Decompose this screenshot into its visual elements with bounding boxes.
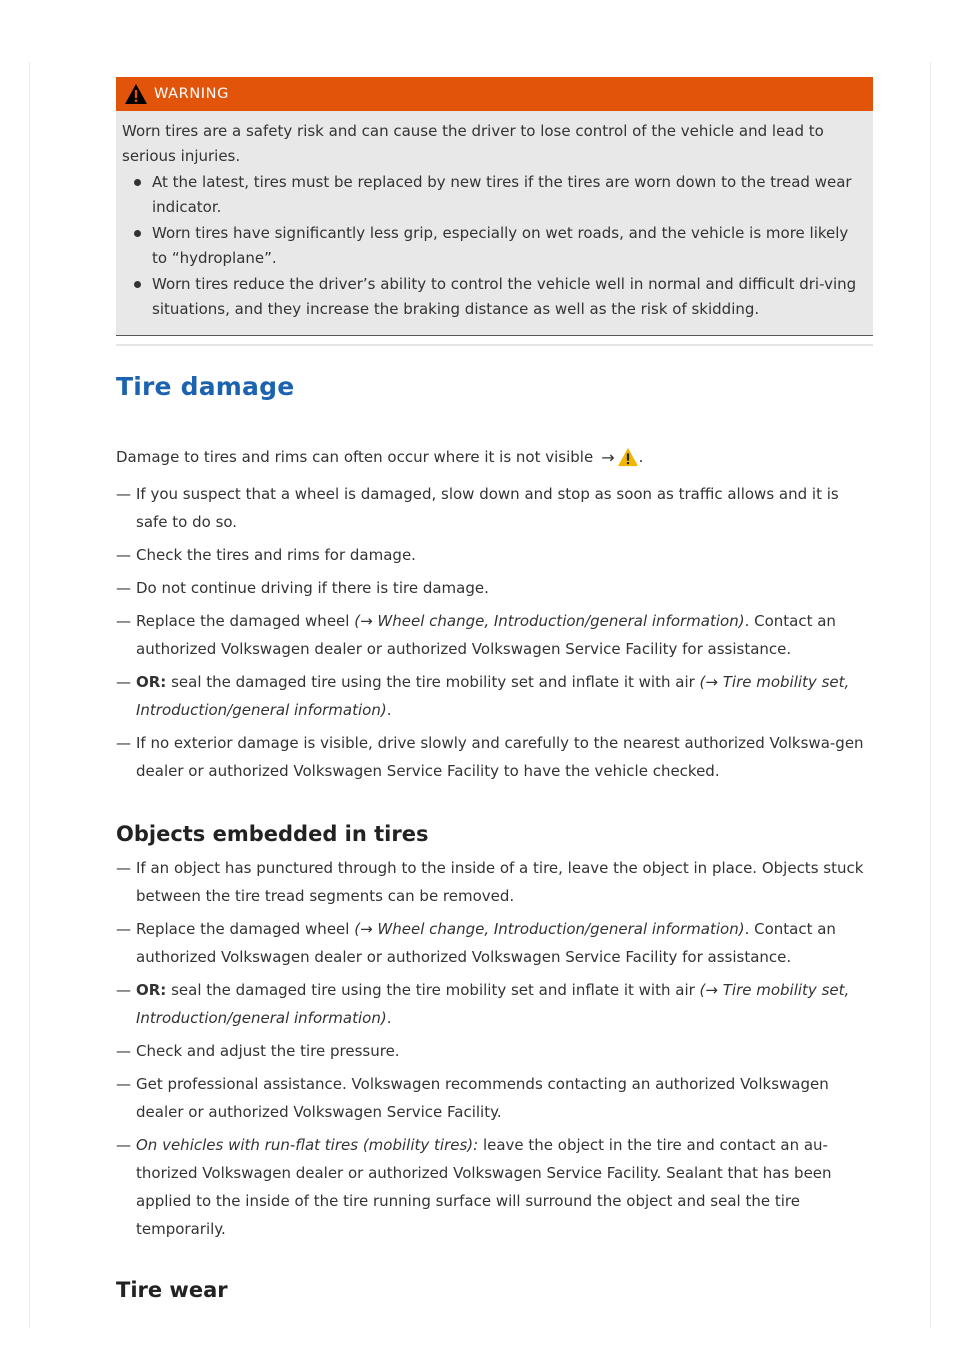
step-text: seal the damaged tire using the tire mobility set and inflate it with air xyxy=(166,673,700,691)
objects-steps xyxy=(116,854,873,1248)
tire-damage-steps xyxy=(116,480,873,790)
intro-text: Damage to tires and rims can often occur where it is not visible xyxy=(116,448,594,466)
section-title-tire-wear: Tire wear xyxy=(116,1278,228,1302)
step-text: leave the object in the tire and contact an au-thorized Volkswagen dealer or authorized Volkswagen Service Facility. Sealant that has been applied to the inside of the tire running surface will surround the object and seal the tire temporarily. xyxy=(136,1136,832,1238)
step-text: . xyxy=(386,1009,392,1027)
cross-reference-link[interactable]: (→ Tire mobility set, Introduction/general information) xyxy=(136,673,850,719)
step-item xyxy=(116,729,873,785)
warning-header xyxy=(116,77,873,111)
step-item xyxy=(116,607,873,663)
step-text: Replace the damaged wheel xyxy=(136,920,355,938)
step-item xyxy=(116,574,873,602)
warning-bullet: Worn tires reduce the driver’s ability to control the vehicle well in normal and difficult dri-ving situations, and they increase the braking distance as well as the risk of skidding. xyxy=(122,272,861,321)
warning-bullet: Worn tires have significantly less grip, especially on wet roads, and the vehicle is more likely to “hydroplane”. xyxy=(122,221,861,270)
arrow-right-icon: → xyxy=(601,447,615,467)
step-text: . Contact an authorized Volkswagen dealer or authorized Volkswagen Service Facility for assistance. xyxy=(136,920,836,966)
step-item xyxy=(116,854,873,910)
warning-label: WARNING xyxy=(154,86,229,102)
step-text: Replace the damaged wheel xyxy=(136,612,355,630)
step-text: . xyxy=(386,701,392,719)
step-text: . Contact an authorized Volkswagen dealer or authorized Volkswagen Service Facility for assistance. xyxy=(136,612,836,658)
step-text: Do not continue driving if there is tire damage. xyxy=(136,579,489,597)
step-item xyxy=(116,915,873,971)
section-divider xyxy=(116,344,873,346)
warning-triangle-icon xyxy=(617,447,639,467)
warning-body xyxy=(116,111,873,336)
step-text: If you suspect that a wheel is damaged, slow down and stop as soon as traffic allows and it is safe to do so. xyxy=(136,485,839,531)
step-text: seal the damaged tire using the tire mobility set and inflate it with air xyxy=(166,981,700,999)
step-item xyxy=(116,1037,873,1065)
step-text: If an object has punctured through to the inside of a tire, leave the object in place. Objects stuck between the tire tread segments can be removed. xyxy=(136,859,864,905)
step-item xyxy=(116,541,873,569)
step-item xyxy=(116,480,873,536)
step-text: Check and adjust the tire pressure. xyxy=(136,1042,400,1060)
step-text: Get professional assistance. Volkswagen recommends contacting an authorized Volkswagen dealer or authorized Volkswagen Service Facility. xyxy=(136,1075,829,1121)
step-item xyxy=(116,1131,873,1243)
or-label: OR: xyxy=(136,673,167,691)
step-text: Check the tires and rims for damage. xyxy=(136,546,416,564)
warning-triangle-icon xyxy=(124,83,148,105)
step-item xyxy=(116,1070,873,1126)
warning-bullet: At the latest, tires must be replaced by new tires if the tires are worn down to the tread wear indicator. xyxy=(122,170,861,219)
section-title-tire-damage: Tire damage xyxy=(116,372,295,401)
warning-bullet-list xyxy=(122,170,861,321)
intro-end: . xyxy=(638,448,644,466)
page-border-right xyxy=(930,62,931,1328)
tire-damage-intro xyxy=(116,447,643,467)
section-title-objects: Objects embedded in tires xyxy=(116,822,429,846)
step-item xyxy=(116,976,873,1032)
warning-intro: Worn tires are a safety risk and can cause the driver to lose control of the vehicle and lead to serious injuries. xyxy=(122,122,824,165)
cross-reference-link[interactable]: (→ Tire mobility set, Introduction/general information) xyxy=(136,981,850,1027)
cross-reference-link[interactable]: (→ Wheel change, Introduction/general information) xyxy=(354,920,745,938)
warning-box xyxy=(116,77,873,336)
step-item xyxy=(116,668,873,724)
or-label: OR: xyxy=(136,981,167,999)
page-border-left xyxy=(29,62,30,1328)
step-text: If no exterior damage is visible, drive slowly and carefully to the nearest authorized Volkswa-gen dealer or authorized Volkswagen Service Facility to have the vehicle checked. xyxy=(136,734,864,780)
cross-reference-link[interactable]: (→ Wheel change, Introduction/general information) xyxy=(354,612,745,630)
condition-label: On vehicles with run-flat tires (mobility tires): xyxy=(136,1136,479,1154)
